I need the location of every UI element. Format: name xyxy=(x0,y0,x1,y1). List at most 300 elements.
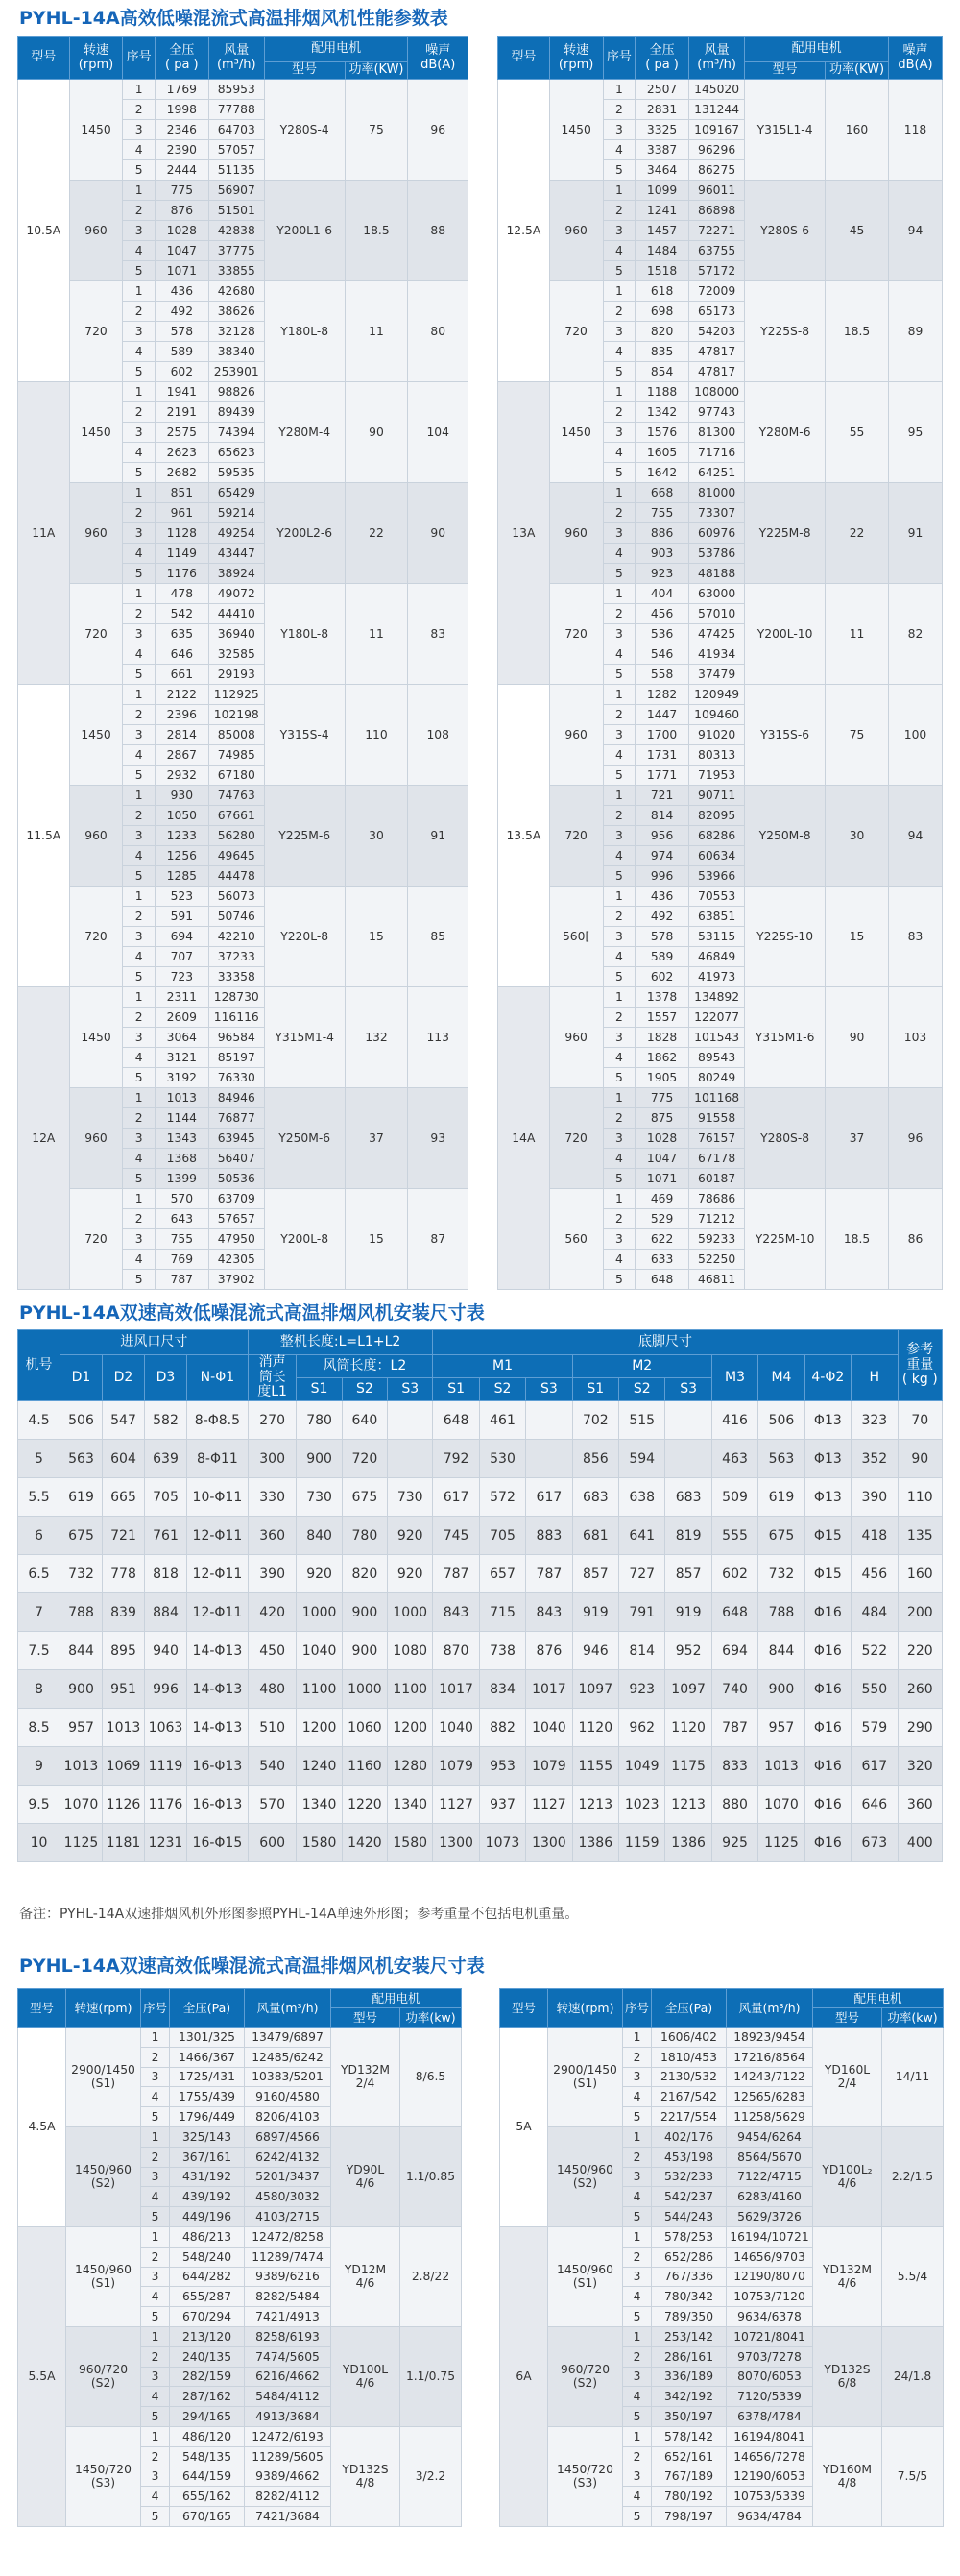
pressure-cell: 2191 xyxy=(155,402,208,423)
pressure-cell: 287/162 xyxy=(170,2387,245,2407)
seq-cell: 2 xyxy=(141,2047,170,2067)
size-cell: 509 xyxy=(711,1478,757,1517)
size-cell: 940 xyxy=(145,1632,187,1670)
pressure-cell: 2130/532 xyxy=(652,2067,727,2087)
seq-cell: 2 xyxy=(141,2446,170,2467)
size-cell: 555 xyxy=(711,1517,757,1555)
size-cell: 506 xyxy=(758,1401,804,1440)
pressure-cell: 2444 xyxy=(155,160,208,181)
performance-table-left xyxy=(17,36,468,1290)
pressure-cell: 1457 xyxy=(636,221,689,241)
motor-type-cell: Y315L1-4 xyxy=(745,80,826,181)
size-cell: 8-Φ8.5 xyxy=(187,1401,249,1440)
flow-cell: 76157 xyxy=(689,1129,745,1149)
flow-cell: 80249 xyxy=(689,1068,745,1088)
noise-cell: 91 xyxy=(889,483,943,584)
pressure-cell: 558 xyxy=(636,665,689,685)
flow-cell: 116116 xyxy=(208,1008,264,1028)
size-cell: 732 xyxy=(60,1555,103,1593)
flow-cell: 46849 xyxy=(689,947,745,967)
pressure-cell: 618 xyxy=(636,281,689,302)
power-cell: 90 xyxy=(826,987,889,1088)
size-cell: 844 xyxy=(60,1632,103,1670)
flow-cell: 71953 xyxy=(689,766,745,786)
pressure-cell: 1144 xyxy=(155,1108,208,1129)
size-cell: 730 xyxy=(388,1478,433,1517)
seq-cell: 3 xyxy=(123,322,155,342)
table-row xyxy=(498,281,943,302)
table-row xyxy=(18,1709,943,1747)
size-cell: 456 xyxy=(852,1555,899,1593)
size-cell: 951 xyxy=(103,1670,145,1709)
size-cell: 1100 xyxy=(388,1670,433,1709)
size-cell: 721 xyxy=(103,1517,145,1555)
rpm-cell: 560[ xyxy=(549,887,603,987)
size-cell: 563 xyxy=(60,1440,103,1478)
pressure-cell: 478 xyxy=(155,584,208,604)
pressure-cell: 578 xyxy=(155,322,208,342)
seq-cell: 3 xyxy=(123,624,155,644)
dual-speed-table-right xyxy=(499,1988,944,2527)
pressure-cell: 532/233 xyxy=(652,2167,727,2187)
seq-cell: 2 xyxy=(123,1008,155,1028)
pressure-cell: 2682 xyxy=(155,463,208,483)
pressure-cell: 436 xyxy=(636,887,689,907)
size-cell: 705 xyxy=(145,1478,187,1517)
table-row xyxy=(498,786,943,806)
seq-cell: 1 xyxy=(141,2326,170,2346)
noise-cell: 94 xyxy=(889,181,943,281)
seq-cell: 4 xyxy=(603,241,636,261)
flow-cell: 11258/5629 xyxy=(727,2107,813,2127)
pressure-cell: 996 xyxy=(636,866,689,887)
pressure-cell: 1755/439 xyxy=(170,2087,245,2107)
flow-cell: 63755 xyxy=(689,241,745,261)
pressure-cell: 886 xyxy=(636,523,689,544)
pressure-cell: 1342 xyxy=(636,402,689,423)
size-cell: 844 xyxy=(758,1632,804,1670)
dual-speed-table-title: PYHL-14A双速高效低噪混流式高温排烟风机安装尺寸表 xyxy=(19,1956,485,1977)
power-cell: 1.1/0.75 xyxy=(400,2326,462,2426)
pressure-cell: 1028 xyxy=(155,221,208,241)
motor-type-cell: YD100L 4/6 xyxy=(331,2326,400,2426)
seq-cell: 5 xyxy=(603,1270,636,1290)
machine-cell: 8 xyxy=(18,1670,60,1709)
motor-type-cell: YD12M 4/6 xyxy=(331,2226,400,2326)
seq-cell: 2 xyxy=(623,2346,652,2367)
size-cell: 1125 xyxy=(60,1824,103,1862)
seq-cell: 3 xyxy=(623,2167,652,2187)
flow-cell: 120949 xyxy=(689,685,745,705)
size-cell: 895 xyxy=(103,1632,145,1670)
flow-cell: 56073 xyxy=(208,887,264,907)
size-cell: 14-Φ13 xyxy=(187,1670,249,1709)
size-cell: Φ16 xyxy=(804,1632,851,1670)
size-cell: 880 xyxy=(711,1786,757,1824)
pressure-cell: 1368 xyxy=(155,1149,208,1169)
seq-cell: 2 xyxy=(603,1008,636,1028)
header-motor: 配用电机 xyxy=(264,37,408,62)
seq-cell: 5 xyxy=(123,160,155,181)
seq-cell: 3 xyxy=(603,725,636,745)
pressure-cell: 486/120 xyxy=(170,2426,245,2446)
flow-cell: 47817 xyxy=(689,362,745,382)
pressure-cell: 3192 xyxy=(155,1068,208,1088)
header-s2-4: S2 xyxy=(479,1378,525,1401)
table-row xyxy=(18,2226,462,2247)
pressure-cell: 602 xyxy=(155,362,208,382)
flow-cell: 49254 xyxy=(208,523,264,544)
size-cell: 484 xyxy=(852,1593,899,1632)
power-cell: 22 xyxy=(826,483,889,584)
seq-cell: 4 xyxy=(603,1048,636,1068)
pressure-cell: 961 xyxy=(155,503,208,523)
seq-cell: 2 xyxy=(603,201,636,221)
size-cell: 884 xyxy=(145,1593,187,1632)
flow-cell: 67178 xyxy=(689,1149,745,1169)
size-cell: 787 xyxy=(433,1555,479,1593)
flow-cell: 7122/4715 xyxy=(727,2167,813,2187)
table-row xyxy=(18,887,468,907)
size-cell: 925 xyxy=(711,1824,757,1862)
header-pressure: 全压(Pa) xyxy=(652,1989,727,2028)
size-cell: 8-Φ11 xyxy=(187,1440,249,1478)
machine-cell: 4.5 xyxy=(18,1401,60,1440)
size-cell: 923 xyxy=(619,1670,665,1709)
size-cell: 594 xyxy=(619,1440,665,1478)
flow-cell: 10383/5201 xyxy=(245,2067,331,2087)
size-cell: 360 xyxy=(248,1517,297,1555)
noise-cell: 86 xyxy=(889,1189,943,1290)
seq-cell: 3 xyxy=(603,523,636,544)
flow-cell: 70553 xyxy=(689,887,745,907)
pressure-cell: 1188 xyxy=(636,382,689,402)
size-cell: Φ15 xyxy=(804,1555,851,1593)
size-cell: Φ16 xyxy=(804,1824,851,1862)
flow-cell: 131244 xyxy=(689,100,745,120)
seq-cell: 3 xyxy=(603,927,636,947)
flow-cell: 47425 xyxy=(689,624,745,644)
pressure-cell: 1606/402 xyxy=(652,2028,727,2048)
pressure-cell: 449/196 xyxy=(170,2207,245,2227)
table-row xyxy=(18,1747,943,1786)
pressure-cell: 431/192 xyxy=(170,2167,245,2187)
motor-type-cell: YD90L 4/6 xyxy=(331,2126,400,2226)
pressure-cell: 1998 xyxy=(155,100,208,120)
noise-cell: 103 xyxy=(889,987,943,1088)
seq-cell: 2 xyxy=(603,1108,636,1129)
size-cell: 675 xyxy=(758,1517,804,1555)
pressure-cell: 670/294 xyxy=(170,2307,245,2327)
size-cell: 1127 xyxy=(526,1786,572,1824)
pressure-cell: 240/135 xyxy=(170,2346,245,2367)
flow-cell: 44410 xyxy=(208,604,264,624)
motor-type-cell: Y280M-4 xyxy=(264,382,345,483)
seq-cell: 3 xyxy=(123,826,155,846)
header-m2: M2 xyxy=(572,1355,711,1378)
pressure-cell: 775 xyxy=(636,1088,689,1108)
rpm-cell: 720 xyxy=(69,887,123,987)
flow-cell: 50746 xyxy=(208,907,264,927)
rpm-cell: 2900/1450 (S1) xyxy=(66,2028,141,2127)
pressure-cell: 294/165 xyxy=(170,2407,245,2427)
size-cell: 1176 xyxy=(145,1786,187,1824)
size-cell: 1000 xyxy=(297,1593,342,1632)
header-length: 整机长度:L=L1+L2 xyxy=(248,1330,433,1355)
header-model: 型号 xyxy=(18,37,70,80)
header-base: 底脚尺寸 xyxy=(433,1330,898,1355)
rpm-cell: 960 xyxy=(549,181,603,281)
seq-cell: 3 xyxy=(123,725,155,745)
size-cell: 920 xyxy=(297,1555,342,1593)
seq-cell: 5 xyxy=(603,261,636,281)
flow-cell: 128730 xyxy=(208,987,264,1008)
pressure-cell: 486/213 xyxy=(170,2226,245,2247)
size-cell: 1097 xyxy=(572,1670,618,1709)
rpm-cell: 720 xyxy=(69,281,123,382)
noise-cell: 118 xyxy=(889,80,943,181)
pressure-cell: 1725/431 xyxy=(170,2067,245,2087)
pressure-cell: 655/287 xyxy=(170,2287,245,2307)
size-cell: 450 xyxy=(248,1632,297,1670)
size-cell: 617 xyxy=(433,1478,479,1517)
table-row xyxy=(18,1440,943,1478)
pressure-cell: 1484 xyxy=(636,241,689,261)
motor-type-cell: Y200L2-6 xyxy=(264,483,345,584)
size-cell: 1017 xyxy=(433,1670,479,1709)
pressure-cell: 1700 xyxy=(636,725,689,745)
pressure-cell: 876 xyxy=(155,201,208,221)
size-cell: 1080 xyxy=(388,1632,433,1670)
size-cell: 1000 xyxy=(388,1593,433,1632)
pressure-cell: 523 xyxy=(155,887,208,907)
seq-cell: 1 xyxy=(141,2226,170,2247)
flow-cell: 72271 xyxy=(689,221,745,241)
seq-cell: 3 xyxy=(141,2267,170,2287)
flow-cell: 29193 xyxy=(208,665,264,685)
seq-cell: 1 xyxy=(603,887,636,907)
pressure-cell: 1810/453 xyxy=(652,2047,727,2067)
size-cell: 1200 xyxy=(388,1709,433,1747)
rpm-cell: 1450 xyxy=(69,685,123,786)
seq-cell: 4 xyxy=(141,2187,170,2207)
rpm-cell: 1450 xyxy=(69,987,123,1088)
rpm-cell: 1450/720 (S3) xyxy=(66,2426,141,2526)
power-cell: 24/1.8 xyxy=(882,2326,944,2426)
seq-cell: 1 xyxy=(603,281,636,302)
flow-cell: 85953 xyxy=(208,80,264,100)
pressure-cell: 903 xyxy=(636,544,689,564)
size-cell: 1079 xyxy=(526,1747,572,1786)
header-s3-5: S3 xyxy=(526,1378,572,1401)
size-cell: 1213 xyxy=(665,1786,711,1824)
flow-cell: 65173 xyxy=(689,302,745,322)
flow-cell: 63945 xyxy=(208,1129,264,1149)
size-cell: 920 xyxy=(388,1555,433,1593)
size-cell: 600 xyxy=(248,1824,297,1862)
seq-cell: 1 xyxy=(603,584,636,604)
power-cell: 22 xyxy=(345,483,408,584)
pressure-cell: 755 xyxy=(636,503,689,523)
size-cell: 683 xyxy=(572,1478,618,1517)
header-noise: 噪声 dB(A) xyxy=(889,37,943,80)
seq-cell: 1 xyxy=(123,382,155,402)
size-cell: 10-Φ11 xyxy=(187,1478,249,1517)
machine-cell: 7 xyxy=(18,1593,60,1632)
table-row xyxy=(18,1401,943,1440)
size-cell: 957 xyxy=(758,1709,804,1747)
seq-cell: 4 xyxy=(123,947,155,967)
flow-cell: 38626 xyxy=(208,302,264,322)
table-row xyxy=(18,2126,462,2147)
motor-type-cell: Y280S-6 xyxy=(745,181,826,281)
pressure-cell: 851 xyxy=(155,483,208,503)
flow-cell: 8206/4103 xyxy=(245,2107,331,2127)
power-cell: 3/2.2 xyxy=(400,2426,462,2526)
seq-cell: 4 xyxy=(123,1250,155,1270)
size-cell: 1040 xyxy=(526,1709,572,1747)
flow-cell: 96584 xyxy=(208,1028,264,1048)
flow-cell: 96011 xyxy=(689,181,745,201)
power-cell: 37 xyxy=(345,1088,408,1189)
seq-cell: 3 xyxy=(623,2467,652,2487)
flow-cell: 90711 xyxy=(689,786,745,806)
pressure-cell: 3325 xyxy=(636,120,689,140)
size-cell: 390 xyxy=(248,1555,297,1593)
header-d1: D1 xyxy=(60,1355,103,1401)
seq-cell: 5 xyxy=(141,2407,170,2427)
pressure-cell: 1731 xyxy=(636,745,689,766)
flow-cell: 12565/6283 xyxy=(727,2087,813,2107)
table-row xyxy=(18,382,468,402)
seq-cell: 2 xyxy=(123,1108,155,1129)
header-m4: M4 xyxy=(758,1355,804,1401)
size-cell: 646 xyxy=(852,1786,899,1824)
size-cell: Φ16 xyxy=(804,1747,851,1786)
pressure-cell: 1378 xyxy=(636,987,689,1008)
motor-type-cell: Y250M-6 xyxy=(264,1088,345,1189)
flow-cell: 86275 xyxy=(689,160,745,181)
seq-cell: 4 xyxy=(123,745,155,766)
seq-cell: 3 xyxy=(123,120,155,140)
size-cell: 900 xyxy=(342,1593,387,1632)
flow-cell: 74985 xyxy=(208,745,264,766)
seq-cell: 1 xyxy=(123,887,155,907)
seq-cell: 5 xyxy=(123,665,155,685)
size-cell: 683 xyxy=(665,1478,711,1517)
seq-cell: 3 xyxy=(141,2367,170,2387)
table-row xyxy=(500,2126,944,2147)
pressure-cell: 2167/542 xyxy=(652,2087,727,2107)
size-cell: 640 xyxy=(342,1401,387,1440)
size-cell: Φ16 xyxy=(804,1670,851,1709)
flow-cell: 57172 xyxy=(689,261,745,281)
size-cell: 957 xyxy=(60,1709,103,1747)
size-cell: 160 xyxy=(898,1555,942,1593)
flow-cell: 71212 xyxy=(689,1209,745,1229)
power-cell: 18.5 xyxy=(826,1189,889,1290)
pressure-cell: 2122 xyxy=(155,685,208,705)
seq-cell: 1 xyxy=(123,987,155,1008)
seq-cell: 3 xyxy=(123,1129,155,1149)
size-cell: 952 xyxy=(665,1632,711,1670)
flow-cell: 78686 xyxy=(689,1189,745,1209)
pressure-cell: 1071 xyxy=(155,261,208,281)
size-cell: 740 xyxy=(711,1670,757,1709)
pressure-cell: 1099 xyxy=(636,181,689,201)
flow-cell: 89543 xyxy=(689,1048,745,1068)
flow-cell: 51501 xyxy=(208,201,264,221)
size-cell: 788 xyxy=(60,1593,103,1632)
rpm-cell: 1450 xyxy=(69,382,123,483)
size-cell: 839 xyxy=(103,1593,145,1632)
seq-cell: 4 xyxy=(123,846,155,866)
size-cell: 515 xyxy=(619,1401,665,1440)
seq-cell: 1 xyxy=(603,786,636,806)
seq-cell: 1 xyxy=(123,281,155,302)
rpm-cell: 1450 xyxy=(549,382,603,483)
noise-cell: 96 xyxy=(889,1088,943,1189)
pressure-cell: 646 xyxy=(155,644,208,665)
pressure-cell: 2346 xyxy=(155,120,208,140)
table-row xyxy=(498,181,943,201)
noise-cell: 83 xyxy=(889,887,943,987)
flow-cell: 134892 xyxy=(689,987,745,1008)
seq-cell: 4 xyxy=(123,342,155,362)
seq-cell: 2 xyxy=(123,604,155,624)
size-cell: 791 xyxy=(619,1593,665,1632)
model-cell: 13A xyxy=(498,382,550,685)
seq-cell: 1 xyxy=(623,2326,652,2346)
size-cell: 1160 xyxy=(342,1747,387,1786)
size-cell: Φ16 xyxy=(804,1786,851,1824)
size-cell: 715 xyxy=(479,1593,525,1632)
seq-cell: 5 xyxy=(603,1068,636,1088)
pressure-cell: 3387 xyxy=(636,140,689,160)
seq-cell: 2 xyxy=(623,2147,652,2167)
size-cell: 70 xyxy=(898,1401,942,1440)
model-cell: 5.5A xyxy=(18,2226,66,2526)
pressure-cell: 350/197 xyxy=(652,2407,727,2427)
size-cell: 673 xyxy=(852,1824,899,1862)
size-cell: 833 xyxy=(711,1747,757,1786)
flow-cell: 9634/6378 xyxy=(727,2307,813,2327)
size-cell: 738 xyxy=(479,1632,525,1670)
size-cell: 787 xyxy=(526,1555,572,1593)
flow-cell: 14656/9703 xyxy=(727,2247,813,2267)
pressure-cell: 589 xyxy=(636,947,689,967)
size-cell: 1127 xyxy=(433,1786,479,1824)
pressure-cell: 1013 xyxy=(155,1088,208,1108)
seq-cell: 3 xyxy=(623,2367,652,2387)
table-row xyxy=(18,987,468,1008)
model-cell: 6A xyxy=(500,2226,548,2526)
seq-cell: 5 xyxy=(603,665,636,685)
power-cell: 15 xyxy=(345,887,408,987)
table-row xyxy=(18,1593,943,1632)
pressure-cell: 1642 xyxy=(636,463,689,483)
seq-cell: 4 xyxy=(141,2087,170,2107)
size-cell: 937 xyxy=(479,1786,525,1824)
motor-type-cell: Y200L-8 xyxy=(264,1189,345,1290)
pressure-cell: 1050 xyxy=(155,806,208,826)
seq-cell: 4 xyxy=(623,2087,652,2107)
table-row xyxy=(18,1555,943,1593)
pressure-cell: 367/161 xyxy=(170,2147,245,2167)
size-cell: 946 xyxy=(572,1632,618,1670)
header-pressure: 全压 ( pa ) xyxy=(636,37,689,80)
header-seq: 序号 xyxy=(141,1989,170,2028)
